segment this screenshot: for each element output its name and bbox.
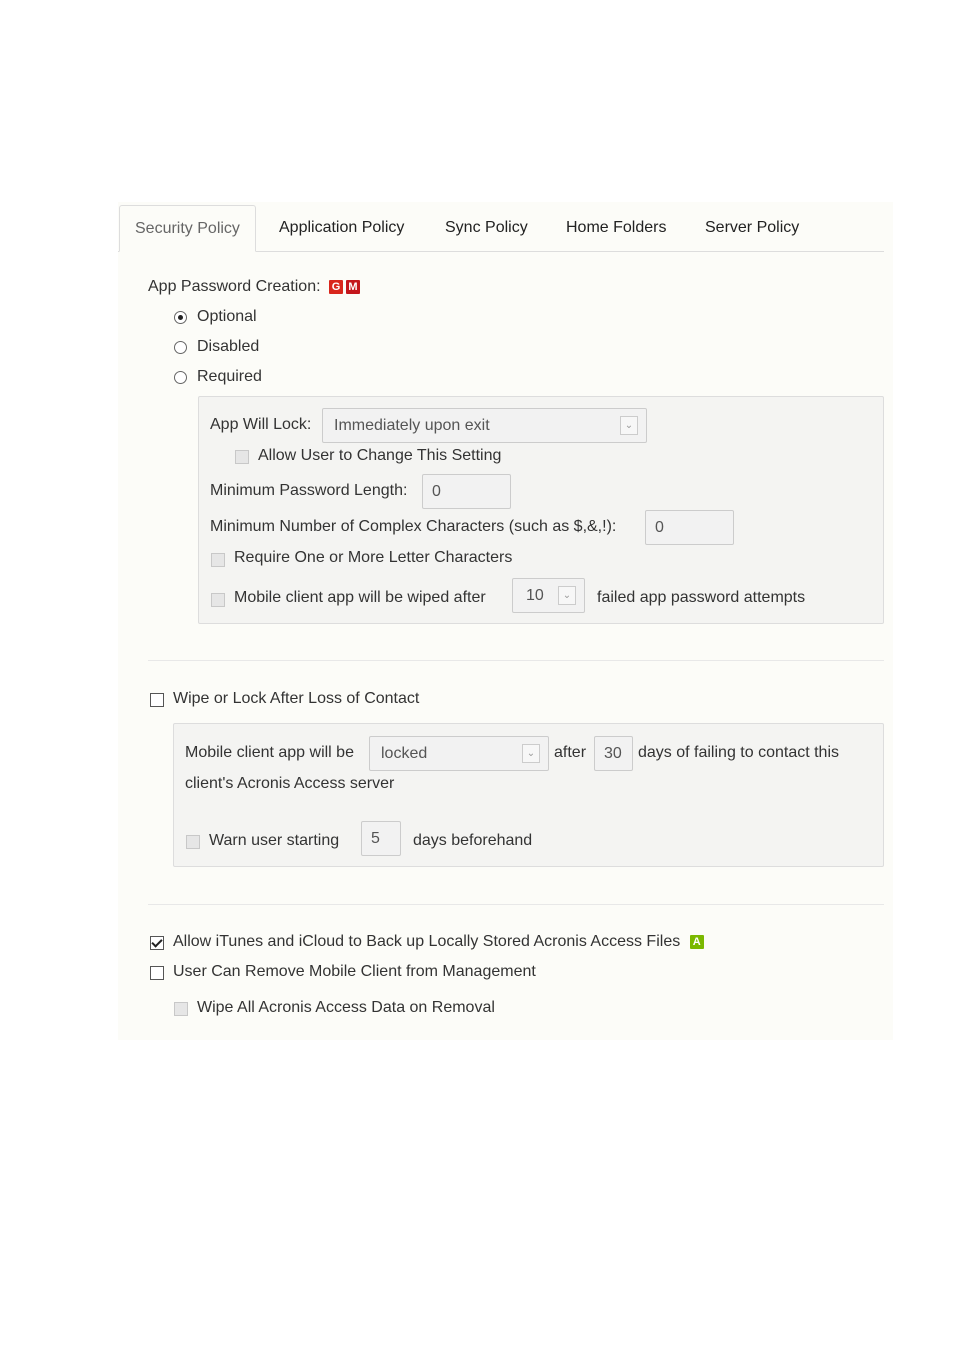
- tab-security-policy[interactable]: Security Policy: [119, 205, 256, 252]
- tab-server-policy[interactable]: Server Policy: [705, 219, 800, 236]
- itunes-backup-label: [173, 933, 704, 951]
- app-will-lock-value: Immediately upon exit: [334, 417, 490, 434]
- loss-days-input[interactable]: 30: [594, 736, 633, 771]
- min-complex-chars-label: Minimum Number of Complex Characters (such as $,&,!):: [210, 518, 617, 535]
- radio-required[interactable]: [174, 371, 187, 384]
- app-will-lock-label: App Will Lock:: [210, 416, 312, 433]
- days-failing-label: days of failing to contact this: [638, 744, 839, 761]
- warn-days-suffix: days beforehand: [413, 832, 533, 849]
- server-line-label: client's Acronis Access server: [185, 775, 395, 792]
- tab-bar: [118, 205, 884, 252]
- remove-from-management-checkbox[interactable]: [150, 966, 164, 980]
- chevron-down-icon: ⌄: [522, 744, 540, 763]
- itunes-backup-checkbox[interactable]: [150, 936, 164, 950]
- app-will-lock-select[interactable]: [322, 408, 647, 443]
- min-complex-chars-input[interactable]: 0: [645, 510, 734, 545]
- warn-days-input[interactable]: 5: [361, 821, 401, 856]
- wipe-or-lock-label: Wipe or Lock After Loss of Contact: [173, 690, 420, 707]
- radio-optional-label: Optional: [197, 308, 257, 325]
- radio-disabled[interactable]: [174, 341, 187, 354]
- section-divider: [148, 904, 884, 905]
- radio-required-label: Required: [197, 368, 262, 385]
- allow-user-change-checkbox[interactable]: [235, 450, 249, 464]
- android-badge-icon: A: [690, 935, 704, 949]
- warn-user-checkbox[interactable]: [186, 835, 200, 849]
- allow-user-change-label: Allow User to Change This Setting: [258, 447, 502, 464]
- remove-from-management-label: User Can Remove Mobile Client from Management: [173, 963, 536, 980]
- section-divider: [148, 660, 884, 661]
- require-letter-label: Require One or More Letter Characters: [234, 549, 513, 566]
- wipe-after-suffix: failed app password attempts: [597, 589, 806, 606]
- wipe-after-checkbox[interactable]: [211, 593, 225, 607]
- after-label: after: [554, 744, 587, 761]
- radio-optional[interactable]: [174, 311, 187, 324]
- require-letter-checkbox[interactable]: [211, 553, 225, 567]
- wipe-on-removal-checkbox[interactable]: [174, 1002, 188, 1016]
- app-password-creation-label: [148, 278, 360, 296]
- gmail-badge-icon: G: [329, 280, 343, 294]
- mobile-will-be-label: Mobile client app will be: [185, 744, 354, 761]
- wipe-on-removal-label: Wipe All Acronis Access Data on Removal: [197, 999, 495, 1016]
- wipe-after-label: Mobile client app will be wiped after: [234, 589, 486, 606]
- itunes-backup-text: Allow iTunes and iCloud to Back up Locally Stored Acronis Access Files: [173, 933, 681, 950]
- security-policy-panel: [118, 202, 893, 1040]
- wipe-after-attempts-value: 10: [526, 587, 544, 604]
- radio-disabled-label: Disabled: [197, 338, 260, 355]
- chevron-down-icon: ⌄: [558, 586, 576, 605]
- wipe-after-attempts-select[interactable]: [512, 578, 585, 613]
- tab-sync-policy[interactable]: Sync Policy: [445, 219, 528, 236]
- chevron-down-icon: ⌄: [620, 416, 638, 435]
- m-badge-icon: M: [346, 280, 360, 294]
- wipe-or-lock-checkbox[interactable]: [150, 693, 164, 707]
- app-password-creation-text: App Password Creation:: [148, 278, 321, 295]
- tab-application-policy[interactable]: Application Policy: [279, 219, 405, 236]
- min-password-length-input[interactable]: 0: [422, 474, 511, 509]
- min-password-length-label: Minimum Password Length:: [210, 482, 408, 499]
- app-lock-settings-box: [198, 396, 884, 624]
- loss-of-contact-box: [173, 723, 884, 867]
- loss-action-value: locked: [381, 745, 428, 762]
- loss-action-select[interactable]: [369, 736, 549, 771]
- tab-home-folders[interactable]: Home Folders: [566, 219, 667, 236]
- warn-user-label: Warn user starting: [209, 832, 340, 849]
